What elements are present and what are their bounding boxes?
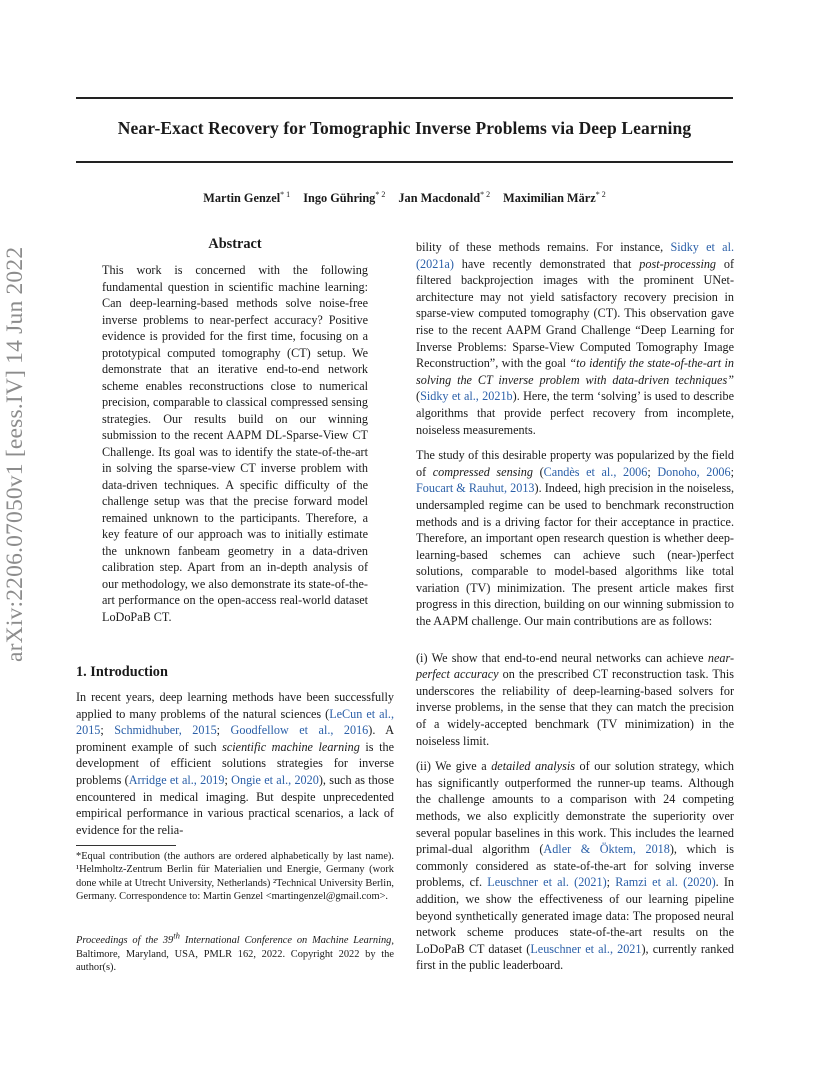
citation-link[interactable]: Sidky et al. (2021a)	[416, 240, 734, 271]
paragraph-challenge: bility of these methods remains. For instance, Sidky et al. (2021a) have recently demonstrated that post-processing of filtered backprojection images with the prominent UNet-architecture may not yield satisfactory recovery precision in sparse-view computed tomography (CT). This observation gave rise to the recent AAPM Grand Challenge “Deep Learning for Inverse Problems: Sparse-View Computed Tomography Image Reconstruction”, with the goal “to identify the state-of-the-art in solving the CT inverse problem with data-driven techniques” (Sidky et al., 2021b). Here, the term ‘solving’ is used to describe algorithms that provide perfect recovery from incomplete, noiseless measurements.	[416, 240, 735, 437]
abstract-text: This work is concerned with the following fundamental question in scientific machine learning: Can deep-learning-based methods solve noise-free inverse problems to near-perfect accuracy? Positive evidence is provided for the first time, focusing on a prototypical computed tomography (CT) setup. We demonstrate that an iterative end-to-end network scheme enables reconstructions close to numerical precision, comparable to classical compressed sensing strategies. Our results build on our winning submission to the recent AAPM DL-Sparse-View CT Challenge. Its goal was to identify the state-of-the-art in solving the sparse-view CT inverse problem with data-driven techniques. A specific difficulty of the challenge setup was that the precise forward model remained unknown to the participants. Therefore, a key feature of our approach was to initially estimate the unknown fanbeam geometry in a data-driven calibration step. Apart from an in-depth analysis of our methodology, we also demonstrate its state-of-the-art performance on the open-access real-world dataset LoDoPaB CT.	[102, 263, 368, 624]
arxiv-stamp: arXiv:2206.07050v1 [eess.IV] 14 Jun 2022	[2, 246, 28, 662]
citation-link[interactable]: Donoho, 2006	[657, 464, 731, 479]
paper-title: Near-Exact Recovery for Tomographic Inverse Problems via Deep Learning	[117, 118, 692, 138]
citation-link[interactable]: LeCun et al., 2015	[76, 706, 395, 738]
author-list	[76, 190, 733, 206]
author-name: Maximilian März$^{* 2}$	[503, 190, 606, 205]
section-heading-introduction: 1. Introduction	[76, 664, 168, 680]
intro-paragraph: In recent years, deep learning methods have been successfully applied to many problems of the natural sciences (LeCun et al., 2015; Schmidhuber, 2015; Goodfellow et al., 2016). A prominent example of such scientific machine learning is the development of efficient solutions strategies for inverse problems (Arridge et al., 2019; Ongie et al., 2020), such as those encountered in medical imaging. But despite unprecedented empirical performance in various practical scenarios, a lack of evidence for the relia-	[76, 690, 395, 837]
citation-link[interactable]: Arridge et al., 2019	[128, 772, 225, 787]
author-name: Ingo Gühring$^{* 2}$	[303, 190, 386, 205]
proceedings-note: Proceedings of the 39th International Conference on Machine Learning, Baltimore, Maryland, USA, PMLR 162, 2022. Copyright 2022 by the author(s).	[76, 931, 394, 974]
author-name: Jan Macdonald$^{* 2}$	[398, 190, 491, 205]
citation-link[interactable]: Ongie et al., 2020	[231, 772, 319, 787]
author-name: Martin Genzel$^{* 1}$	[203, 190, 291, 205]
title-top-rule	[76, 97, 733, 99]
title-bottom-rule	[76, 161, 733, 163]
citation-link[interactable]: Candès et al., 2006	[543, 464, 648, 479]
abstract-heading: Abstract	[208, 236, 262, 252]
footnote-rule	[76, 845, 176, 846]
citation-link[interactable]: Schmidhuber, 2015	[114, 723, 217, 738]
contribution-item: (i) We show that end-to-end neural networks can achieve near-perfect accuracy on the prescribed CT reconstruction task. This underscores the reliability of deep-learning-based solvers for inverse problems, in the sense that they can match the precision of a widely-accepted benchmark (TV minimization) in the noiseless limit.	[416, 650, 734, 748]
contribution-item: (ii) We give a detailed analysis of our solution strategy, which has significantly outperformed the runner-up teams. Although the challenge amounts to a comparison with 24 competing methods, we also explicitly demonstrate the superiority over several popular baselines in this work. This includes the learned primal-dual algorithm (Adler & Öktem, 2018), which is commonly considered as state-of-the-art for solving inverse problems, cf. Leuschner et al. (2021); Ramzi et al. (2020). In addition, we show the effectiveness of our learning pipeline beyond synthetically generated image data: The proposed neural network scheme produces state-of-the-art results on the LoDoPaB CT dataset (Leuschner et al., 2021), currently ranked first in the public leaderboard.	[416, 759, 735, 973]
citation-link[interactable]: Goodfellow et al., 2016	[230, 723, 369, 738]
right-column	[416, 239, 734, 974]
citation-link[interactable]: Foucart & Rauhut, 2013	[416, 481, 535, 496]
footnote-affiliations: *Equal contribution (the authors are ordered alphabetically by last name). ¹Helmholtz-Zentrum Berlin für Materialien und Energie, Germany (work done while at Utrecht University, Netherlands) ²Technical University Berlin, Germany. Correspondence to: Martin Genzel <martingenzel@gmail.com>.	[76, 851, 394, 903]
citation-link[interactable]: Leuschner et al. (2021)	[487, 875, 607, 890]
citation-link[interactable]: Adler & Öktem, 2018	[543, 842, 670, 857]
paragraph-compressed-sensing: The study of this desirable property was popularized by the field of compressed sensing (Candès et al., 2006; Donoho, 2006; Foucart & Rauhut, 2013). Indeed, high precision in the noiseless, undersampled regime can be used to benchmark reconstruction methods and is a driving factor for their acceptance in practice. Therefore, an important open research question is whether deep-learning-based schemes can achieve such (near-)perfect solutions, comparable to model-based algorithms like total variation (TV) minimization. The present article makes first progress in this direction, building on our winning submission to the AAPM challenge. Our main contributions are as follows:	[416, 448, 735, 629]
citation-link[interactable]: Leuschner et al., 2021	[530, 941, 642, 956]
citation-link[interactable]: Ramzi et al. (2020)	[615, 875, 716, 890]
citation-link[interactable]: Sidky et al., 2021b	[420, 389, 513, 404]
